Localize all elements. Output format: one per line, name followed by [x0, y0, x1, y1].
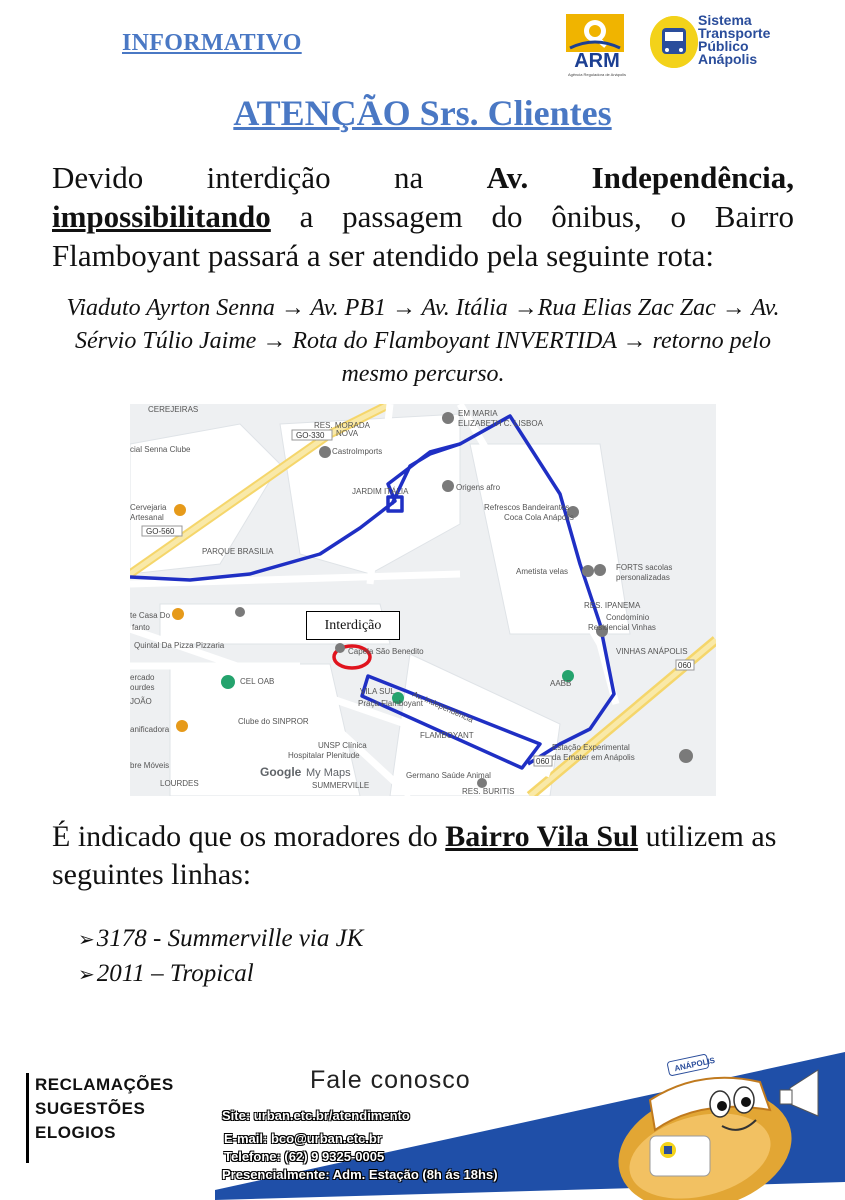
mascot-badge: ANÁPOLIS	[673, 1055, 716, 1074]
route-step-6: Rota do Flamboyant INVERTIDA	[292, 328, 617, 354]
contact-heading: Fale conosco	[310, 1066, 471, 1094]
map-label: FLAMBOYANT	[420, 731, 474, 740]
recommendation-paragraph	[52, 818, 794, 894]
map-label: bre Móveis	[130, 761, 170, 770]
map-label: UNSP Clínica	[318, 741, 367, 750]
list-item	[78, 922, 363, 957]
map-label: JOÃO	[130, 697, 152, 706]
arrow-icon: →	[721, 295, 746, 321]
contact-site[interactable]: Site: urban.etc.br/atendimento	[222, 1108, 410, 1123]
map-label: CEL OAB	[240, 677, 275, 686]
stpa-line-2: Transporte	[698, 25, 771, 41]
notice-text-2: a passagem do ônibus, o Bairro Flamboyant passará a ser atendido pela seguinte rota:	[52, 199, 794, 273]
map-label: Ametista velas	[516, 567, 569, 576]
bus-line-label: 2011 – Tropical	[96, 960, 254, 987]
google-logo: Google	[260, 765, 302, 779]
arrow-bullet-icon: ➢	[78, 964, 95, 986]
map-label: Capela São Benedito	[348, 647, 424, 656]
route-step-1: Viaduto Ayrton Senna	[66, 295, 275, 321]
arm-logo-mark	[566, 14, 624, 52]
map-label: CastroImports	[332, 447, 383, 456]
route-step-7: retorno pelo mesmo percurso.	[341, 328, 771, 387]
map-label: Origens afro	[456, 483, 501, 492]
stpa-line-3: Público	[698, 38, 749, 54]
feedback-line-1: RECLAMAÇÕES	[35, 1075, 174, 1094]
map-label: SUMMERVILLE	[312, 781, 370, 790]
feedback-line-3: ELOGIOS	[35, 1123, 116, 1142]
bus-icon	[650, 16, 698, 68]
feedback-line-2: SUGESTÕES	[35, 1099, 146, 1118]
bus-line-label: 3178 - Summerville via JK	[96, 925, 364, 952]
road-shield-060: 060	[536, 757, 550, 766]
contact-phone[interactable]: Telefone: (62) 9 9325-0005	[224, 1149, 385, 1164]
map-label: Praça Flamboyant	[358, 699, 423, 708]
arrow-icon: →	[280, 295, 305, 321]
notice-text-1: Devido interdição na	[52, 160, 487, 195]
route-step-2: Av. PB1	[310, 295, 386, 321]
map-label: ELIZABETH C. LISBOA	[458, 419, 543, 428]
map-label: LOURDES	[160, 779, 199, 788]
feedback-box	[26, 1073, 204, 1163]
map-label: Cervejaria	[130, 503, 167, 512]
road-shield-060: 060	[678, 661, 692, 670]
map-label: Residencial Vinhas	[588, 623, 656, 632]
map-label: personalizadas	[616, 573, 670, 582]
map-label: RES. BURITIS	[462, 787, 515, 796]
map-label: cial Senna Clube	[130, 445, 191, 454]
map-label: Hospitalar Plenitude	[288, 751, 360, 760]
map-label: da Emater em Anápolis	[552, 753, 635, 762]
map-label: te Casa Do	[130, 611, 171, 620]
stpa-line-4: Anápolis	[698, 51, 758, 67]
arm-logo-text: ARM	[574, 50, 620, 72]
map-label: PARQUE BRASILIA	[202, 547, 274, 556]
notice-impossibilitando: impossibilitando	[52, 199, 271, 234]
map-label: Coca Cola Anápolis	[504, 513, 574, 522]
route-description	[52, 292, 794, 391]
arm-logo-subtext: Agência Reguladora de Anápolis	[567, 72, 627, 77]
map-label: Germano Saúde Animal	[406, 771, 491, 780]
page-title: ATENÇÃO Srs. Clientes	[233, 93, 612, 133]
stpa-line-1: Sistema	[698, 12, 752, 28]
map-label: JARDIM ITÁLIA	[352, 487, 409, 496]
map-label: fanto	[132, 623, 150, 632]
interdicao-callout: Interdição	[306, 611, 400, 640]
stpa-logo	[648, 12, 818, 72]
arrow-bullet-icon: ➢	[78, 929, 95, 951]
road-shield-go330: GO-330	[296, 431, 325, 440]
arrow-icon: →	[262, 328, 287, 354]
map-label: NOVA	[336, 429, 359, 438]
arrow-icon: →	[622, 328, 647, 354]
map-label: anificadora	[130, 725, 170, 734]
route-step-3: Av. Itália	[421, 295, 508, 321]
route-step-5: Av. Sérvio Túlio Jaime	[75, 295, 780, 354]
map-label: RES. MORADA	[314, 421, 371, 430]
map-label: Estação Experimental	[552, 743, 630, 752]
recommendation-neighborhood: Bairro Vila Sul	[445, 820, 639, 853]
arrow-icon: →	[513, 295, 538, 321]
notice-street: Av. Independência,	[486, 160, 794, 195]
map-label: VINHAS ANÁPOLIS	[616, 647, 688, 656]
map-label: VILA SUL	[360, 687, 395, 696]
map-label: RES. IPANEMA	[584, 601, 641, 610]
map-label: FORTS sacolas	[616, 563, 673, 572]
notice-paragraph	[52, 158, 794, 275]
map-label: EM MARIA	[458, 409, 498, 418]
mymaps-logo: My Maps	[306, 767, 351, 779]
map-label: AABB	[550, 679, 572, 688]
arm-logo	[562, 14, 632, 76]
list-item	[78, 957, 363, 992]
map-label: Av. Independência	[411, 689, 475, 725]
map-label: ourdes	[130, 683, 155, 692]
map-label: Clube do SINPROR	[238, 717, 309, 726]
bus-lines-list	[78, 922, 363, 992]
contact-email[interactable]: E-mail: bco@urban.etc.br	[224, 1131, 382, 1146]
map-label: Quintal Da Pizza Pizzaria	[134, 641, 225, 650]
route-map	[130, 404, 716, 796]
map-label: Artesanal	[130, 513, 164, 522]
route-step-4: Rua Elias Zac Zac	[537, 295, 716, 321]
map-label: Condomínio	[606, 613, 650, 622]
recommendation-text-2: utilizem as seguintes linhas:	[52, 820, 777, 891]
contact-in-person: Presencialmente: Adm. Estação (8h ás 18hs)	[222, 1167, 498, 1182]
informativo-tag: INFORMATIVO	[122, 30, 302, 56]
map-label: Refrescos Bandeirantes	[484, 503, 570, 512]
map-label: ercado	[130, 673, 155, 682]
map-label: CEREJEIRAS	[148, 405, 199, 414]
arrow-icon: →	[391, 295, 416, 321]
road-shield-go560: GO-560	[146, 527, 175, 536]
recommendation-text-1: É indicado que os moradores do	[52, 820, 446, 853]
